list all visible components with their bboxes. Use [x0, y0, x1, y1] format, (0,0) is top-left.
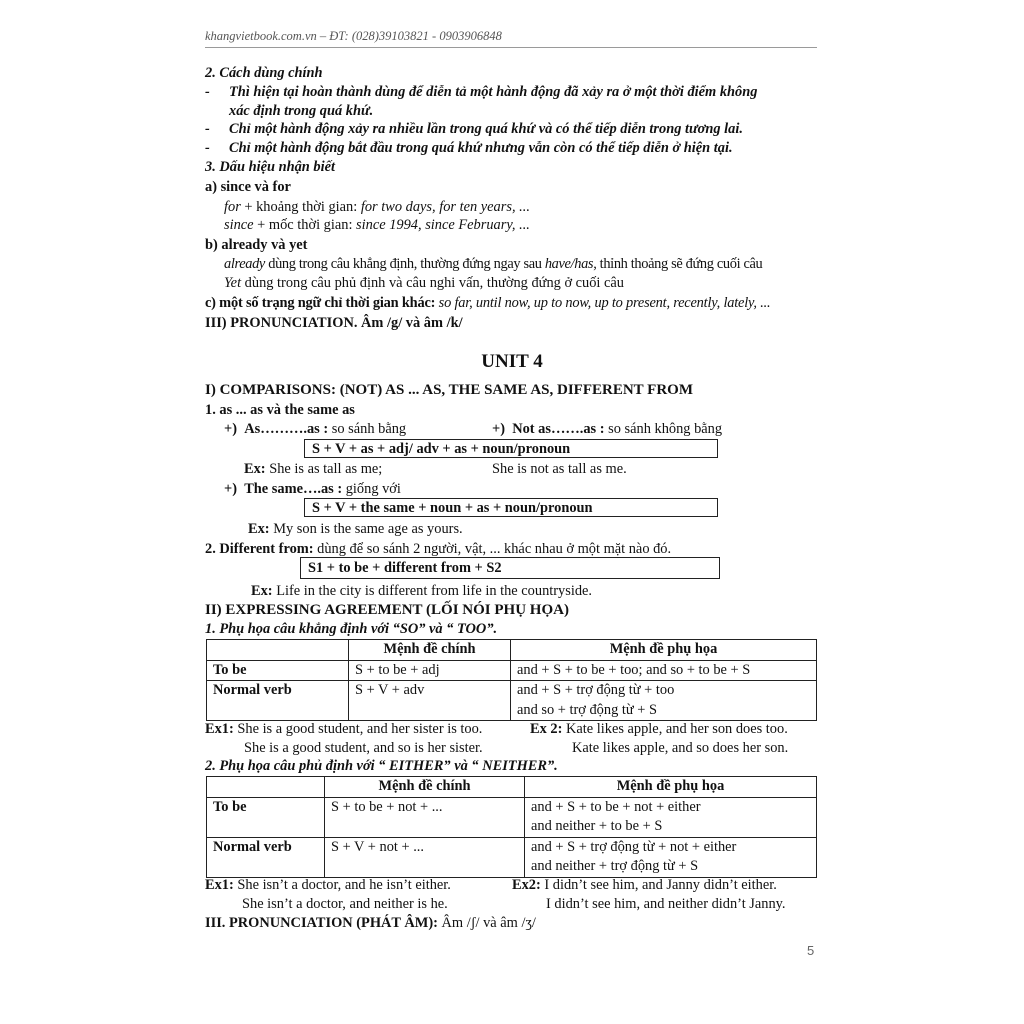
- usage-item-2: - Chỉ một hành động xảy ra nhiều lần trong quá khứ và có thể tiếp diễn trong tương lai.: [205, 121, 743, 137]
- table-row: [207, 681, 817, 721]
- table-header-cell: Mệnh đề phụ họa: [525, 777, 817, 798]
- table-row: [207, 837, 817, 877]
- table-row: [207, 797, 817, 837]
- same-as-rule: +) The same….as : giống với: [224, 481, 401, 497]
- agreement-example-3a: Ex1: She isn’t a doctor, and he isn’t either.: [205, 877, 451, 893]
- row-label: To be: [207, 797, 325, 837]
- already-rule: already dùng trong câu khẳng định, thường đứng ngay sau have/has, thỉnh thoảng sẽ đứng cuối câu: [224, 256, 763, 272]
- page-header: khangvietbook.com.vn – ĐT: (028)39103821 - 0903906848: [205, 29, 502, 43]
- formula-box-3: S1 + to be + different from + S2: [300, 557, 720, 579]
- row-label: Normal verb: [207, 837, 325, 877]
- table-header-row: [207, 640, 817, 661]
- pronunciation-1: III) PRONUNCIATION. Âm /g/ và âm /k/: [205, 315, 463, 331]
- as-as-rule: +) As……….as : so sánh bằng: [224, 421, 407, 437]
- agreement-example-1b: She is a good student, and so is her sister.: [244, 740, 483, 756]
- since-rule: since + mốc thời gian: since 1994, since February, ...: [224, 217, 530, 233]
- agreement-sub1: 1. Phụ họa câu khẳng định với “SO” và “ TOO”.: [205, 621, 498, 637]
- row-label: Normal verb: [207, 681, 349, 721]
- example-3: Ex: Life in the city is different from life in the countryside.: [251, 583, 593, 599]
- for-rule: for + khoảng thời gian: for two days, for ten years, ...: [224, 199, 530, 215]
- usage-item-1: - Thì hiện tại hoàn thành dùng để diễn tả một hành động đã xảy ra ở một thời điểm không: [205, 84, 758, 100]
- table-header-cell: Mệnh đề chính: [325, 777, 525, 798]
- agreement-sub2: 2. Phụ họa câu phủ định với “ EITHER” và “ NEITHER”.: [205, 758, 558, 774]
- usage-item-1-cont: xác định trong quá khứ.: [229, 103, 374, 119]
- header-rule: [205, 47, 817, 48]
- page-number: 5: [807, 943, 815, 958]
- not-as-rule: +) Not as…….as : so sánh không bằng: [492, 421, 723, 437]
- example-1a: Ex: She is as tall as me;: [244, 461, 383, 477]
- agreement-example-4a: Ex2: I didn’t see him, and Janny didn’t either.: [512, 877, 777, 893]
- table-header-row: [207, 777, 817, 798]
- row-label: To be: [207, 660, 349, 681]
- pronunciation-2: III. PRONUNCIATION (PHÁT ÂM): Âm /ʃ/ và âm /ʒ/: [205, 915, 536, 931]
- signs-title: 3. Dấu hiệu nhận biết: [205, 159, 335, 175]
- agreement-example-2a: Ex 2: Kate likes apple, and her son does too.: [530, 721, 788, 737]
- formula-box-2: S + V + the same + noun + as + noun/pronoun: [304, 498, 718, 517]
- row-main-clause: S + to be + adj: [349, 660, 511, 681]
- row-main-clause: S + V + not + ...: [325, 837, 525, 877]
- example-2: Ex: My son is the same age as yours.: [248, 521, 463, 537]
- example-1b: She is not as tall as me.: [492, 461, 627, 477]
- yet-rule: Yet dùng trong câu phủ định và câu nghi vấn, thường đứng ở cuối câu: [224, 275, 624, 291]
- row-main-clause: S + V + adv: [349, 681, 511, 721]
- row-main-clause: S + to be + not + ...: [325, 797, 525, 837]
- table-header-cell: Mệnh đề chính: [349, 640, 511, 661]
- row-sub-clause: and + S + to be + not + either and neither + to be + S: [525, 797, 817, 837]
- row-sub-clause: and + S + trợ động từ + not + either and neither + trợ động từ + S: [525, 837, 817, 877]
- formula-box-1: S + V + as + adj/ adv + as + noun/pronoun: [304, 439, 718, 458]
- different-from-rule: 2. Different from: dùng để so sánh 2 người, vật, ... khác nhau ở một mặt nào đó.: [205, 541, 672, 557]
- agreement-title: II) EXPRESSING AGREEMENT (LỐI NÓI PHỤ HỌA): [205, 602, 569, 618]
- agreement-example-3b: She isn’t a doctor, and neither is he.: [242, 896, 448, 912]
- table-header-cell: [207, 640, 349, 661]
- comparisons-sub1: 1. as ... as và the same as: [205, 402, 355, 418]
- signs-b-title: b) already và yet: [205, 237, 308, 253]
- table-header-cell: Mệnh đề phụ họa: [511, 640, 817, 661]
- table-header-cell: [207, 777, 325, 798]
- row-sub-clause: and + S + trợ động từ + too and so + trợ động từ + S: [511, 681, 817, 721]
- comparisons-title: I) COMPARISONS: (NOT) AS ... AS, THE SAME AS, DIFFERENT FROM: [205, 382, 693, 398]
- agreement-table-1: [206, 639, 817, 721]
- table-row: [207, 660, 817, 681]
- unit-title: UNIT 4: [481, 351, 543, 372]
- row-sub-clause: and + S + to be + too; and so + to be + S: [511, 660, 817, 681]
- agreement-example-4b: I didn’t see him, and neither didn’t Janny.: [546, 896, 786, 912]
- signs-a-title: a) since và for: [205, 179, 291, 195]
- signs-c: c) một số trạng ngữ chỉ thời gian khác: so far, until now, up to now, up to present, recently, lately, ...: [205, 295, 771, 311]
- usage-title: 2. Cách dùng chính: [205, 65, 323, 81]
- usage-item-3: - Chỉ một hành động bắt đầu trong quá khứ nhưng vẫn còn có thể tiếp diễn ở hiện tại.: [205, 140, 733, 156]
- agreement-example-2b: Kate likes apple, and so does her son.: [572, 740, 789, 756]
- agreement-example-1a: Ex1: She is a good student, and her sister is too.: [205, 721, 483, 737]
- agreement-table-2: [206, 776, 817, 878]
